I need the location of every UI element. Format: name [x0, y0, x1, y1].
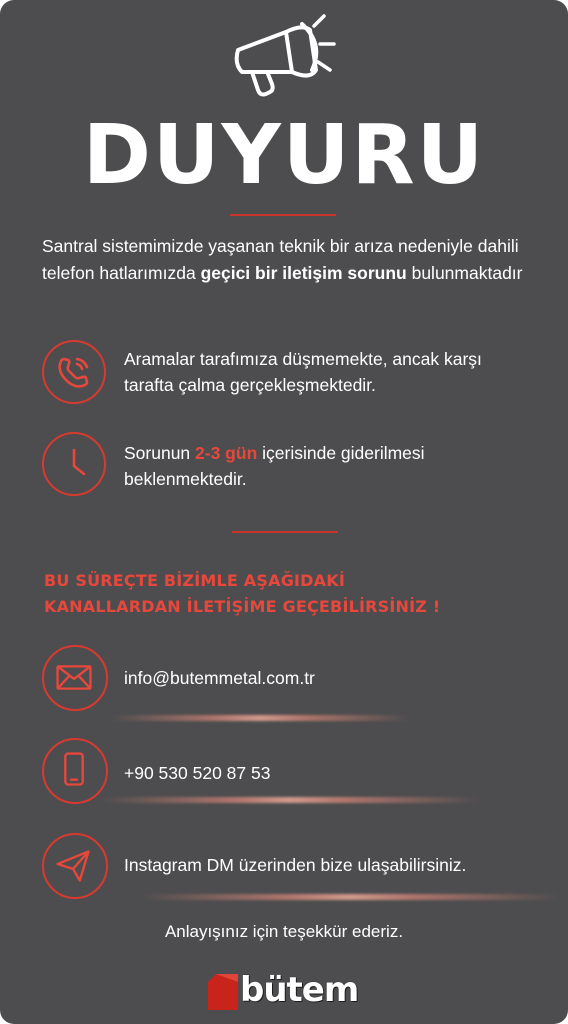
instagram-dm-text[interactable]: Instagram DM üzerinden bize ulaşabilirsiniz.: [124, 855, 467, 875]
intro-text-part1: Santral sistemimizde yaşanan teknik bir arıza nedeniyle dahili telefon hatlarımızda: [42, 236, 519, 283]
mobile-phone-icon: [42, 738, 108, 804]
item-duration-after: içerisinde giderilmesi beklenmektedir.: [124, 443, 425, 489]
envelope-icon: [42, 645, 108, 711]
contact-heading: [44, 568, 544, 620]
item-duration-highlight: 2-3 gün: [195, 443, 258, 463]
instagram-underline-glow: [140, 894, 560, 900]
item-duration-text: [124, 440, 524, 492]
thanks-text: Anlayışınız için teşekkür ederiz.: [164, 922, 404, 941]
megaphone-icon: [228, 10, 338, 100]
logo-wordmark: bütem: [240, 970, 359, 1010]
paper-plane-icon: [42, 833, 108, 899]
email-underline-glow: [110, 715, 410, 721]
phone-number-link[interactable]: +90 530 520 87 53: [124, 763, 271, 783]
item-calls-text: Aramalar tarafımıza düşmemekte, ancak karşı tarafta çalma gerçekleşmektedir.: [124, 349, 482, 395]
title-divider: [230, 214, 336, 216]
intro-text-part2: bulunmaktadır: [406, 263, 523, 283]
contact-heading-line2: KANALLARDAN İLETİŞİME GEÇEBİLİRSİNİZ !: [44, 597, 441, 616]
contact-heading-line1: BU SÜREÇTE BİZİMLE AŞAĞIDAKİ: [44, 571, 345, 590]
butem-logo: [208, 968, 358, 1012]
email-link[interactable]: info@butemmetal.com.tr: [124, 668, 315, 688]
section-divider: [232, 531, 338, 533]
phone-ringing-icon: [42, 340, 106, 404]
clock-icon: [42, 432, 106, 496]
intro-paragraph: [42, 233, 542, 287]
item-duration-before: Sorunun: [124, 443, 196, 463]
phone-underline-glow: [100, 797, 480, 803]
intro-text-bold: geçici bir iletişim sorunu: [200, 263, 407, 283]
page-title: DUYURU: [82, 108, 486, 203]
logo-mark-icon: [208, 974, 238, 1010]
